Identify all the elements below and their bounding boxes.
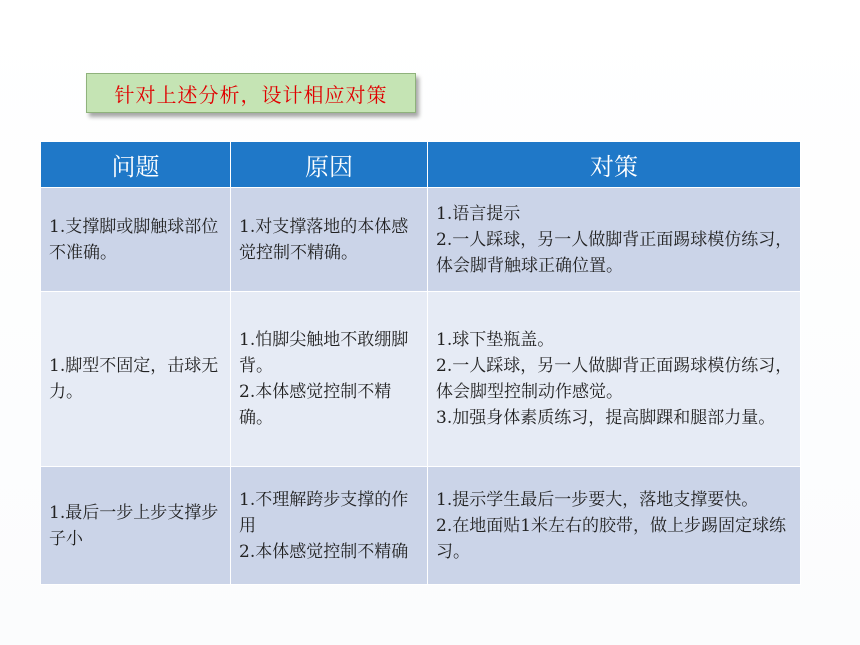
banner-text: 针对上述分析，设计相应对策	[114, 82, 388, 107]
header-cause: 原因	[231, 142, 428, 188]
header-problem: 问题	[41, 142, 231, 188]
solution-line: 2.一人踩球，另一人做脚背正面踢球模仿练习，体会脚型控制动作感觉。	[436, 356, 793, 402]
table-row	[41, 292, 801, 467]
table-row	[41, 188, 801, 292]
solution-line: 2.在地面贴1米左右的胶带，做上步踢固定球练习。	[436, 515, 787, 562]
solution-line: 3.加强身体素质练习，提高脚踝和腿部力量。	[436, 408, 776, 428]
problem-line: 1.最后一步上步支撑步子小	[49, 502, 219, 549]
problem-cell	[41, 292, 231, 467]
cause-line: 1.对支撑落地的本体感觉控制不精确。	[239, 216, 409, 263]
table-row	[41, 467, 801, 585]
cause-line: 1.不理解跨步支撑的作用	[239, 489, 409, 536]
solution-line: 1.语言提示	[436, 203, 521, 224]
banner-box	[86, 73, 416, 113]
cause-cell	[231, 467, 428, 585]
cause-line: 1.怕脚尖触地不敢绷脚背。	[239, 330, 409, 376]
solution-line: 1.球下垫瓶盖。	[436, 330, 555, 350]
header-solution: 对策	[428, 142, 801, 188]
problem-line: 1.支撑脚或脚触球部位不准确。	[49, 216, 219, 263]
cause-line: 2.本体感觉控制不精确。	[239, 382, 392, 428]
problem-cell	[41, 467, 231, 585]
strategy-table	[40, 141, 801, 585]
problem-line: 1.脚型不固定，击球无力。	[49, 356, 219, 402]
cause-cell	[231, 292, 428, 467]
solution-line: 2.一人踩球，另一人做脚背正面踢球模仿练习，体会脚背触球正确位置。	[436, 229, 793, 276]
cause-line: 2.本体感觉控制不精确	[239, 541, 409, 562]
solution-line: 1.提示学生最后一步要大，落地支撑要快。	[436, 489, 759, 510]
cause-cell	[231, 188, 428, 292]
problem-cell	[41, 188, 231, 292]
solution-cell	[428, 188, 801, 292]
solution-cell	[428, 467, 801, 585]
solution-cell	[428, 292, 801, 467]
table-header-row	[41, 142, 801, 188]
